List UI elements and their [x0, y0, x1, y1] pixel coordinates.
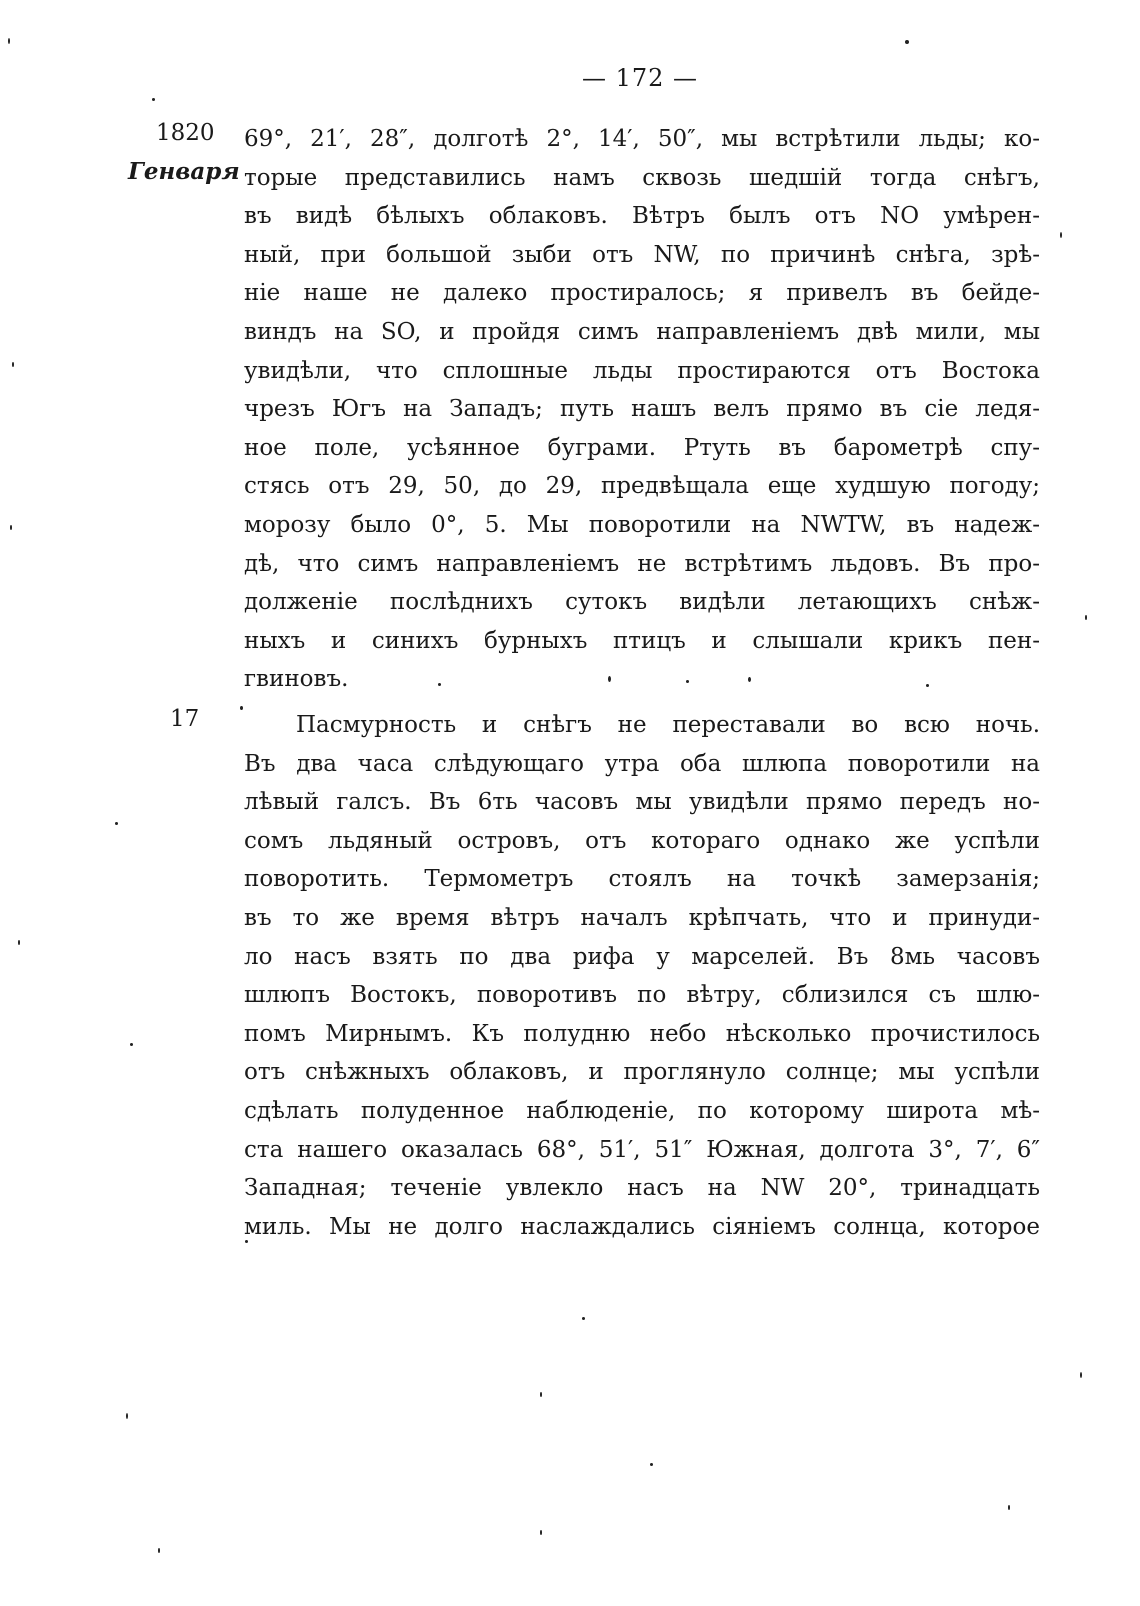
scan-speck [152, 98, 155, 101]
scan-speck [130, 1043, 133, 1046]
scan-speck [245, 1240, 248, 1243]
text-line: чрезъ Югъ на Западъ; путь нашъ велъ прямо въ сіе ледя- [244, 396, 1040, 423]
text-line: въ видѣ бѣлыхъ облаковъ. Вѣтръ былъ отъ NO умѣрен- [244, 203, 1040, 230]
text-line: Пасмурность и снѣгъ не переставали во всю ночь. [296, 712, 1040, 738]
text-line: дѣ, что симъ направленіемъ не встрѣтимъ льдовъ. Въ про- [244, 550, 1040, 577]
scan-speck [540, 1530, 542, 1535]
entry-paragraph-2 [244, 706, 1040, 1246]
scan-speck [1008, 1505, 1010, 1510]
scan-speck [1085, 615, 1087, 620]
text-line: увидѣли, что сплошные льды простираются отъ Востока [244, 357, 1040, 384]
text-line: ныхъ и синихъ бурныхъ птицъ и слышали крикъ пен- [244, 627, 1040, 654]
margin-month: Генваря [128, 158, 240, 185]
text-line: стясь отъ 29, 50, до 29, предвѣщала еще худшую погоду; [244, 473, 1040, 500]
page-number: — 172 — [581, 64, 699, 92]
text-line: долженіе послѣднихъ сутокъ видѣли летающихъ снѣж- [244, 589, 1040, 616]
scan-speck [438, 683, 441, 686]
text-line: сомъ льдяный островъ, отъ котораго однако же успѣли [244, 827, 1040, 854]
text-line: виндъ на SO, и пройдя симъ направленіемъ двѣ мили, мы [244, 318, 1040, 345]
text-line: 69°, 21′, 28″, долготѣ 2°, 14′, 50″, мы встрѣтили льды; ко- [244, 126, 1040, 152]
scan-speck [608, 676, 611, 682]
scan-speck [10, 525, 12, 530]
text-line: ное поле, усѣянное буграми. Ртуть въ барометрѣ спу- [244, 434, 1040, 461]
text-line: лѣвый галсъ. Въ 6ть часовъ мы увидѣли прямо передъ но- [244, 789, 1040, 816]
text-line: гвиновъ. [244, 666, 349, 693]
scan-speck [582, 1317, 585, 1320]
text-line: Въ два часа слѣдующаго утра оба шлюпа поворотили на [244, 750, 1040, 777]
scan-speck [115, 822, 118, 825]
scan-speck [1080, 1372, 1082, 1378]
scan-speck [748, 677, 751, 682]
text-line: ніе наше не далеко простиралось; я привелъ въ бейде- [244, 280, 1040, 307]
entry-paragraph-1 [244, 120, 1040, 699]
text-line: ло насъ взять по два рифа у марселей. Въ 8мь часовъ [244, 943, 1040, 970]
scan-speck [905, 40, 909, 44]
text-line: шлюпъ Востокъ, поворотивъ по вѣтру, сблизился съ шлю- [244, 982, 1040, 1009]
text-line: миль. Мы не долго наслаждались сіяніемъ солнца, которое [244, 1213, 1040, 1240]
scan-speck [926, 684, 929, 687]
text-line: поворотить. Термометръ стоялъ на точкѣ замерзанія; [244, 866, 1040, 893]
scan-speck [240, 706, 243, 710]
scan-speck [1060, 232, 1062, 238]
margin-year: 1820 [156, 120, 215, 146]
scan-speck [126, 1413, 128, 1419]
text-line: ста нашего оказалась 68°, 51′, 51″ Южная, долгота 3°, 7′, 6″ [244, 1136, 1040, 1163]
scan-speck [540, 1392, 542, 1397]
text-line: сдѣлать полуденное наблюденіе, по которому широта мѣ- [244, 1097, 1040, 1124]
scan-speck [12, 362, 14, 367]
text-line: Западная; теченіе увлекло насъ на NW 20°, тринадцать [244, 1175, 1040, 1202]
text-line: въ то же время вѣтръ началъ крѣпчать, что и принуди- [244, 904, 1040, 931]
text-line: помъ Мирнымъ. Къ полудню небо нѣсколько прочистилось [244, 1020, 1040, 1047]
scan-speck [18, 940, 20, 945]
text-line: торые представились намъ сквозь шедшій тогда снѣгъ, [244, 164, 1040, 191]
text-line: морозу было 0°, 5. Мы поворотили на NWTW, въ надеж- [244, 511, 1040, 538]
margin-day: 17 [170, 706, 200, 732]
text-line: отъ снѣжныхъ облаковъ, и проглянуло солнце; мы успѣли [244, 1059, 1040, 1086]
scan-speck [158, 1548, 160, 1553]
scan-speck [8, 38, 10, 44]
scan-speck [650, 1463, 653, 1466]
text-line: ный, при большой зыби отъ NW, по причинѣ снѣга, зрѣ- [244, 241, 1040, 268]
scan-speck [686, 680, 689, 683]
